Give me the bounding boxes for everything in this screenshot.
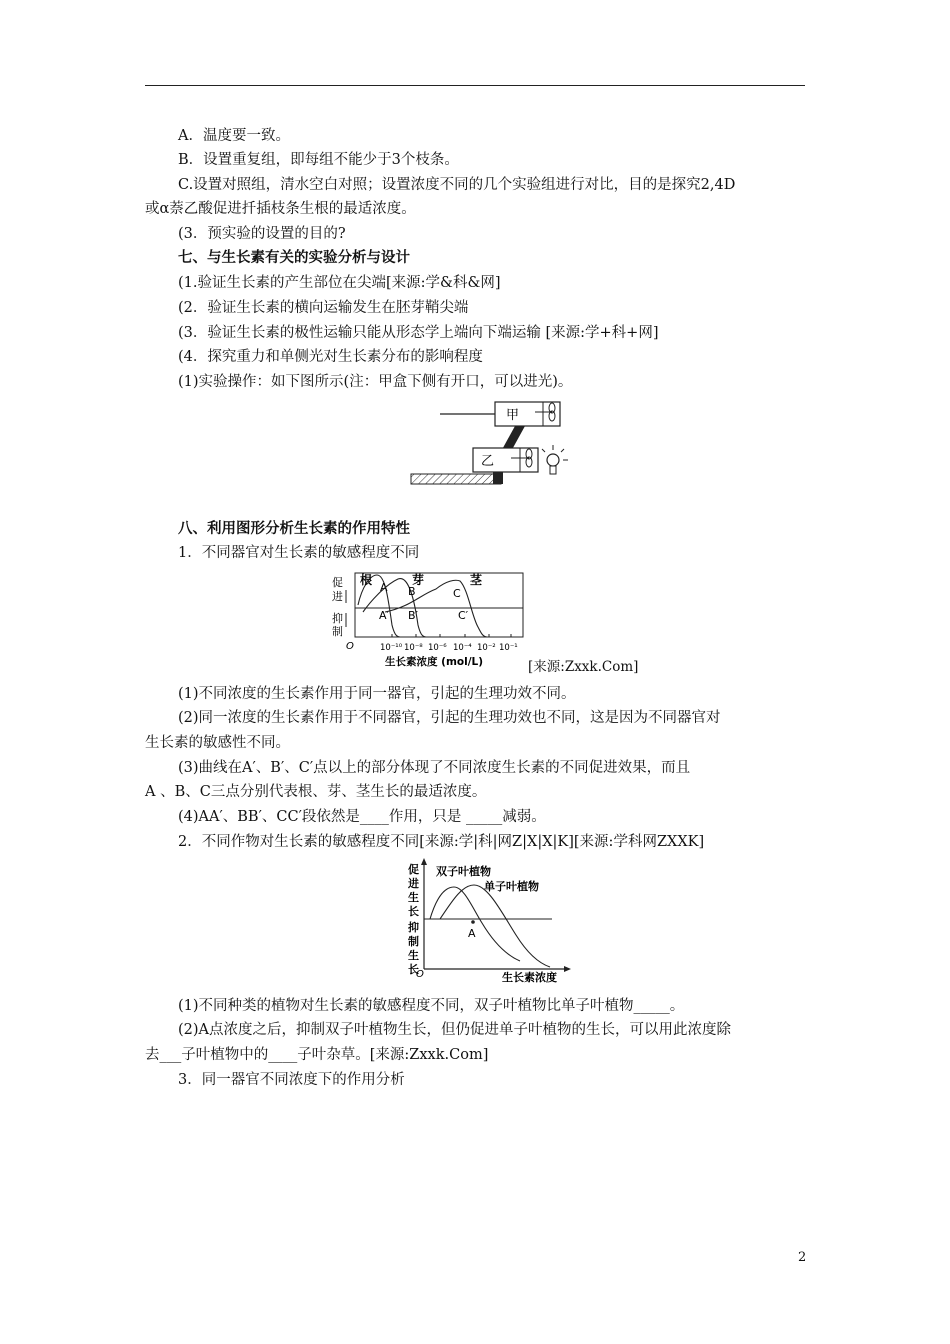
box-jia-label: 甲 (506, 408, 520, 423)
text-line: 3．同一器官不同浓度下的作用分析 (178, 1072, 405, 1088)
text-line: 2．不同作物对生长素的敏感程度不同[来源:学|科|网Z|X|X|K][来源:学科网ZXXK] (178, 834, 705, 850)
peak-label: C (453, 587, 461, 600)
section-heading-7: 七、与生长素有关的实验分析与设计 (178, 250, 410, 266)
y-label-top: 促 (408, 863, 419, 876)
text-line: (1)实验操作：如下图所示(注：甲盒下侧有开口，可以进光)。 (178, 374, 573, 390)
series-label: 芽 (412, 573, 425, 587)
text-line: (4．探究重力和单侧光对生长素分布的影响程度 (178, 349, 483, 365)
origin-label: O (416, 969, 424, 980)
peak-label: B (408, 585, 416, 598)
x-axis-arrow-icon (564, 966, 571, 972)
crop-sensitivity-chart (402, 857, 580, 987)
peak-label: A (380, 581, 388, 594)
text-line: (2)A点浓度之后，抑制双子叶植物生长，但仍促进单子叶植物的生长，可以用此浓度除 (178, 1022, 732, 1038)
text-line: 去___子叶植物中的____子叶杂草。[来源:Zxxk.Com] (145, 1047, 489, 1063)
zero-label: B′ (408, 609, 419, 622)
text-line: (1)不同种类的植物对生长素的敏感程度不同，双子叶植物比单子叶植物_____。 (178, 998, 685, 1014)
x-axis-label: 生长素浓度 (mol/L) (385, 656, 484, 668)
series-label: 双子叶植物 (436, 865, 491, 878)
source-note: [来源:Zxxk.Com] (528, 659, 639, 675)
curve-2 (385, 580, 487, 637)
apparatus-figure (405, 398, 575, 490)
curve-dicot (430, 887, 520, 961)
y-label-bottom: 抑 (332, 612, 343, 625)
point-label: A (468, 927, 476, 940)
text-line: (1.验证生长素的产生部位在尖端[来源:学&科&网] (178, 275, 501, 291)
zero-label: C′ (458, 609, 469, 622)
text-line: (2．验证生长素的横向运输发生在胚芽鞘尖端 (178, 300, 469, 316)
text-line: 生长素的敏感性不同。 (145, 735, 290, 751)
y-label-bottom: 制 (408, 935, 419, 948)
box-yi-label: 乙 (481, 454, 495, 469)
y-label-bottom: 长 (408, 963, 419, 976)
y-label-top: 进 (408, 877, 419, 890)
x-tick-label: 10⁻⁴ (453, 643, 472, 653)
text-line: A 、B、C三点分别代表根、芽、茎生长的最适浓度。 (145, 784, 487, 800)
text-line: A．温度要一致。 (178, 128, 290, 144)
curve-monocot (440, 885, 550, 967)
y-axis-arrow-icon (421, 858, 427, 865)
base-platform (411, 474, 501, 484)
organ-sensitivity-chart (330, 567, 530, 672)
point-a-marker (471, 920, 475, 924)
section-heading-8: 八、利用图形分析生长素的作用特性 (178, 521, 410, 537)
text-line: (3)曲线在A′、B′、C′点以上的部分体现了不同浓度生长素的不同促进效果，而且 (178, 760, 691, 776)
text-line: 1．不同器官对生长素的敏感程度不同 (178, 545, 420, 561)
text-line: (2)同一浓度的生长素作用于不同器官，引起的生理功效也不同，这是因为不同器官对 (178, 710, 721, 726)
text-line: B．设置重复组，即每组不能少于3个枝条。 (178, 152, 459, 168)
text-line: (3．验证生长素的极性运输只能从形态学上端向下端运输 [来源:学+科+网] (178, 325, 659, 341)
header-rule (145, 85, 805, 86)
text-line: (3．预实验的设置的目的? (178, 226, 346, 242)
y-label-bottom: 生 (408, 949, 419, 962)
y-label-top: 促 (332, 576, 343, 589)
text-line: (4)AA′、BB′、CC′段依然是____作用，只是 _____减弱。 (178, 809, 546, 825)
y-label-bottom: 制 (332, 625, 343, 638)
series-label: 单子叶植物 (484, 880, 539, 893)
y-label-top: 进 (332, 590, 343, 603)
origin-label: O (346, 641, 354, 652)
y-label-bottom: 抑 (408, 921, 419, 934)
x-tick-label: 10⁻⁸ (404, 643, 423, 653)
box-jia (495, 402, 560, 426)
light-bulb-icon (542, 445, 568, 474)
x-tick-label: 10⁻² (477, 643, 496, 653)
y-label-top: 长 (408, 905, 419, 918)
x-tick-label: 10⁻⁶ (428, 643, 447, 653)
x-tick-label: 10⁻¹ (499, 643, 518, 653)
series-label: 茎 (470, 573, 483, 587)
x-axis-label: 生长素浓度 (502, 971, 557, 984)
text-line: (1)不同浓度的生长素作用于同一器官，引起的生理功效不同。 (178, 686, 576, 702)
text-line: 或α萘乙酸促进扦插枝条生根的最适浓度。 (145, 201, 416, 217)
y-label-top: 生 (408, 891, 419, 904)
page-number: 2 (798, 1250, 807, 1265)
series-label: 根 (360, 573, 373, 587)
text-line: C.设置对照组，清水空白对照；设置浓度不同的几个实验组进行对比，目的是探究2,4D (178, 177, 736, 193)
zero-label: A′ (379, 609, 390, 622)
x-tick-label: 10⁻¹⁰ (380, 643, 403, 653)
